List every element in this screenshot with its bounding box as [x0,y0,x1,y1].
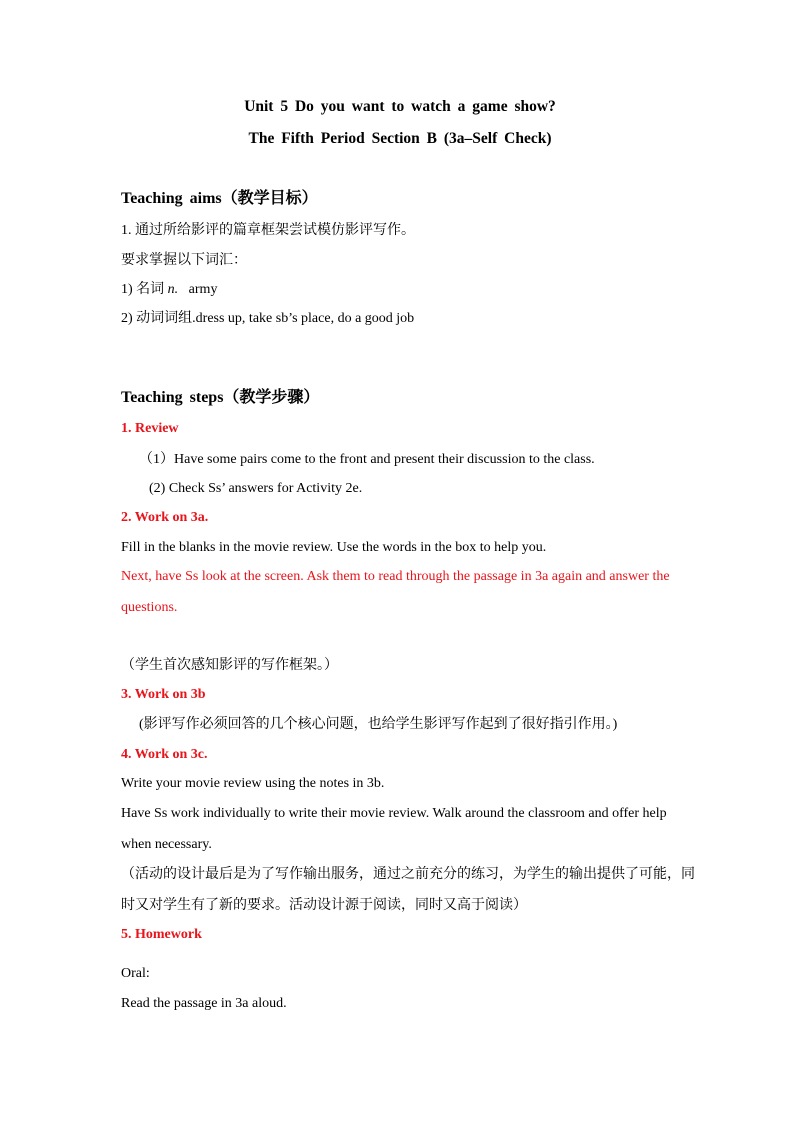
homework-text: Read the passage in 3a aloud. [121,996,287,1011]
aims-noun-line [121,281,217,299]
unit-title: Unit 5 Do you want to watch a game show? [244,98,556,115]
step-2-title: 2. Work on 3a. [121,510,209,525]
step-1-item-a: （1）Have some pairs come to the front and present their discussion to the class. [139,452,595,467]
step-4-title: 4. Work on 3c. [121,747,208,762]
step-4-item-a: Write your movie review using the notes in 3b. [121,776,385,791]
step-1-item-b: (2) Check Ss’ answers for Activity 2e. [149,481,363,496]
homework-label: Oral: [121,966,150,981]
step-4-item-b-line2: when necessary. [121,837,212,852]
aims-vocab-intro: 要求掌握以下词汇： [121,253,247,268]
steps-heading: Teaching steps（教学步骤） [121,389,320,406]
step-4-note-line2: 时又对学生有了新的要求。活动设计源于阅读，同时又高于阅读） [121,898,527,913]
step-2-item-b-line2: questions. [121,600,178,615]
aims-item-1: 1. 通过所给影评的篇章框架尝试模仿影评写作。 [121,223,415,238]
step-2-item-b-line1: Next, have Ss look at the screen. Ask them to read through the passage in 3a again and answer the [121,569,670,584]
step-3-title: 3. Work on 3b [121,687,206,702]
aims-heading: Teaching aims（教学目标） [121,190,318,207]
step-2-item-a: Fill in the blanks in the movie review. Use the words in the box to help you. [121,540,547,555]
aims-noun-pos: n. [167,282,179,297]
step-3-note: (影评写作必须回答的几个核心问题，也给学生影评写作起到了很好指引作用。) [139,717,618,732]
step-4-note-line1: （活动的设计最后是为了写作输出服务，通过之前充分的练习，为学生的输出提供了可能，同 [121,867,695,882]
period-title: The Fifth Period Section B (3a–Self Check) [248,130,552,147]
aims-noun-word: army [188,282,218,297]
aims-noun-label: 1) 名词 [121,282,165,297]
aims-phrases: 2) 动词词组.dress up, take sb’s place, do a good job [121,311,415,326]
step-1-title: 1. Review [121,421,179,436]
step-5-title: 5. Homework [121,927,202,942]
step-4-item-b-line1: Have Ss work individually to write their movie review. Walk around the classroom and offer help [121,806,667,821]
step-2-note: （学生首次感知影评的写作框架。） [121,658,338,673]
